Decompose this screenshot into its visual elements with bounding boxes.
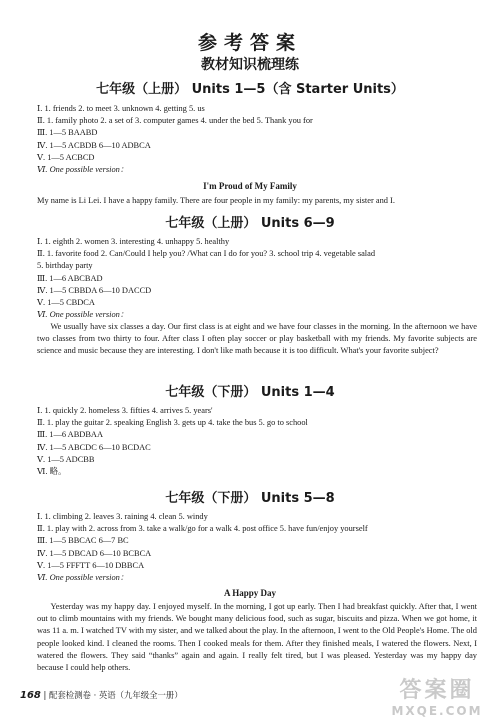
watermark-line1: 答案圈: [399, 678, 475, 703]
answer-line: Ⅲ. 1—6 ABDBAA: [37, 430, 104, 440]
essay-paragraph: Yesterday was my happy day. I enjoyed myself. In the morning, I got up early. Then I had breakfast quickly. After that, I went out to climb mountains with my friends. We bought many delicious food, such as sugar, biscuits and pizza. When we got home, it was 11 a. m. I watched TV with my sister, and we talked about the play. In the afternoon, I went to the Old People's Home. The old people looked kind. I cleaned the rooms. Then I cooked meals for them. After they finished meals, I watered the flowers. Next, I watered the flowers. They said “thanks” again and again. I really felt tired, but I was pleased. Yesterday was my happy day because I could help others.: [37, 602, 477, 673]
answer-line: Ⅱ. 1. play the guitar 2. speaking English 3. gets up 4. take the bus 5. go to school: [37, 418, 308, 428]
page-title: 参考答案: [197, 32, 302, 54]
answer-line: Ⅲ. 1—5 BAABD: [37, 128, 98, 138]
essay-paragraph: We usually have six classes a day. Our first class is at eight and we have four classes in the morning. In the afternoon we have two classes from two thirty to four. After class I often play soccer or play basketball with my friends. My favorite subjects are science and music because they are interesting. I don't like math because it is too difficult. What's your favorite subject?: [37, 322, 477, 356]
answer-line: Ⅰ. 1. climbing 2. leaves 3. raining 4. clean 5. windy: [37, 512, 208, 521]
page-footer: [20, 689, 183, 701]
answer-line: Ⅱ. 1. family photo 2. a set of 3. computer games 4. under the bed 5. Thank you for: [37, 116, 313, 126]
section-answers-grade7-vol2-units5-8: [37, 511, 477, 584]
answer-line: Ⅱ. 1. favorite food 2. Can/Could I help you? /What can I do for you? 3. school trip 4. vegetable salad: [37, 249, 376, 259]
book-title: 配套检测卷 · 英语（九年级全一册）: [49, 690, 183, 700]
answer-line: Ⅰ. 1. eighth 2. women 3. interesting 4. unhappy 5. healthy: [37, 237, 230, 246]
essay-title: A Happy Day: [223, 588, 276, 598]
answer-line: Ⅵ. One possible version：: [37, 310, 129, 320]
page-subtitle: 教材知识梳理练: [201, 57, 299, 73]
answer-line: Ⅴ. 1—5 CBDCA: [37, 298, 95, 308]
answer-line: 5. birthday party: [37, 261, 93, 271]
answer-line: Ⅳ. 1—5 ACBDB 6—10 ADBCA: [37, 140, 151, 150]
answer-line: Ⅵ. One possible version：: [37, 573, 129, 583]
answer-line: Ⅴ. 1—5 FFFTT 6—10 DBBCA: [37, 560, 145, 570]
section-heading-grade7-vol1-units6-9: 七年级（上册） Units 6—9: [165, 216, 335, 231]
page-number: 168: [20, 690, 41, 701]
section-answers-grade7-vol1-units1-5: [37, 103, 477, 176]
watermark-line2: MXQE.COM: [391, 704, 483, 718]
answer-line: Ⅴ. 1—5 ACBCD: [37, 152, 95, 162]
site-watermark-logo: [382, 678, 492, 724]
answer-line: Ⅴ. 1—5 ADCBB: [37, 454, 95, 464]
section-answers-grade7-vol1-units6-9: [37, 236, 477, 321]
answer-line: Ⅰ. 1. quickly 2. homeless 3. fifties 4. arrives 5. years': [37, 406, 213, 415]
section-answers-grade7-vol2-units1-4: [37, 405, 477, 478]
essay-paragraph: My name is Li Lei. I have a happy family. There are four people in my family: my parents, my sister and I.: [37, 196, 395, 205]
answer-line: Ⅱ. 1. play with 2. across from 3. take a walk/go for a walk 4. post office 5. have fun/enjoy yourself: [37, 524, 368, 534]
answer-line: Ⅳ. 1—5 CBBDA 6—10 DACCD: [37, 285, 152, 295]
answer-line: Ⅵ. 略。: [37, 467, 67, 477]
answer-line: Ⅳ. 1—5 DBCAD 6—10 BCBCA: [37, 548, 152, 558]
answer-line: Ⅲ. 1—5 BBCAC 6—7 BC: [37, 536, 129, 546]
answer-line: Ⅳ. 1—5 ABCDC 6—10 BCDAC: [37, 442, 151, 452]
section-heading-grade7-vol1-units1-5: 七年级（上册） Units 1—5（含 Starter Units）: [96, 82, 404, 97]
section-heading-grade7-vol2-units1-4: 七年级（下册） Units 1—4: [165, 385, 335, 400]
essay-title: I'm Proud of My Family: [203, 181, 297, 191]
section-heading-grade7-vol2-units5-8: 七年级（下册） Units 5—8: [165, 491, 335, 506]
answer-line: Ⅲ. 1—6 ABCBAD: [37, 273, 103, 283]
answer-line: Ⅰ. 1. friends 2. to meet 3. unknown 4. getting 5. us: [37, 104, 205, 113]
footer-separator: |: [43, 690, 50, 700]
answer-line: Ⅵ. One possible version：: [37, 165, 129, 175]
